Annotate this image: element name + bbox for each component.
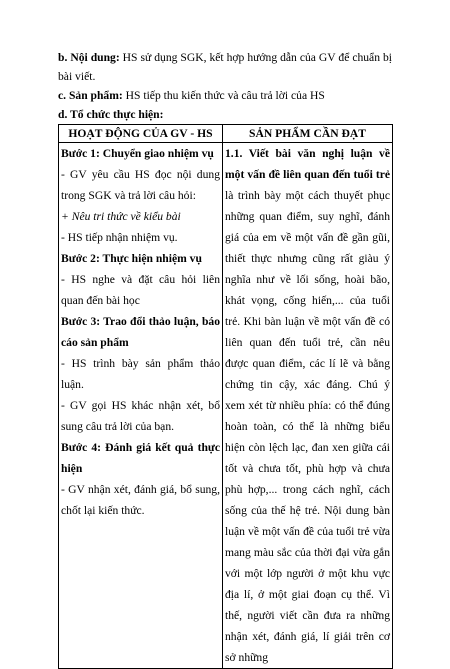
organization-label: d. Tổ chức thực hiện: (58, 108, 164, 121)
step3-line2: - GV gọi HS khác nhận xét, bổ sung câu trả lời của bạn. (61, 399, 220, 433)
product-label: c. Sản phẩm: (58, 89, 123, 102)
step2-title: Bước 2: Thực hiện nhiệm vụ (61, 252, 202, 265)
step4-title: Bước 4: Đánh giá kết quả thực hiện (61, 441, 220, 475)
product-paragraph (58, 86, 392, 105)
product-lead: 1.1. Viết bài văn nghị luận về một vấn đề liên quan đến tuổi trẻ (225, 147, 390, 181)
organization-heading (58, 105, 392, 124)
content-paragraph (58, 48, 392, 86)
step1-line1: - GV yêu cầu HS đọc nội dung trong SGK và trả lời câu hỏi: (61, 168, 220, 202)
step1-question: + Nêu tri thức về kiểu bài (61, 210, 181, 223)
step1-line2: - HS tiếp nhận nhiệm vụ. (61, 231, 178, 244)
step3-line1: - HS trình bày sản phẩm thảo luận. (61, 357, 220, 391)
table-row (59, 143, 393, 669)
product-cell (223, 143, 393, 669)
content-label: b. Nội dung: (58, 51, 120, 64)
step4-line1: - GV nhận xét, đánh giá, bổ sung, chốt lại kiến thức. (61, 483, 220, 517)
document-page (58, 48, 392, 669)
header-expected-product: SẢN PHẨM CẦN ĐẠT (223, 125, 393, 143)
product-body: là trình bày một cách thuyết phục những quan điểm, suy nghĩ, đánh giá của em về một vấn đề gần gũi, thiết thực nhưng cũng rất giàu ý nghĩa như về lối sống, hoài bão, khát vọng, cống hiến,... của tuổi trẻ. Khi bàn luận về một vấn đề có liên quan đến tuổi trẻ, cần nêu được quan điểm, các lí lẽ và bằng chứng tin cậy, xác đáng. Chú ý xem xét từ nhiều phía: có thể đúng hoàn toàn, có thể là những biểu hiện còn lệch lạc, đan xen giữa cái tốt và chưa tốt, phù hợp và chưa phù hợp,... trong cách nghĩ, cách sống của thế hệ trẻ. Nội dung bàn luận về một vấn đề của tuổi trẻ vừa mang màu sắc của thời đại vừa gắn với một lớp người ở một khu vực địa lí, ở một giai đoạn cụ thể. Vì thế, người viết cần đưa ra những nhận xét, đánh giá, lí giải trên cơ sở những (225, 189, 390, 664)
header-teacher-student-activity: HOẠT ĐỘNG CỦA GV - HS (59, 125, 223, 143)
step3-title: Bước 3: Trao đổi thảo luận, báo cáo sản phẩm (61, 315, 220, 349)
table-header-row (59, 125, 393, 143)
activity-cell (59, 143, 223, 669)
content-text: HS sử dụng SGK, kết hợp hướng dẫn của GV để chuẩn bị bài viết. (58, 51, 392, 83)
step2-line1: - HS nghe và đặt câu hỏi liên quan đến bài học (61, 273, 220, 307)
step1-title: Bước 1: Chuyển giao nhiệm vụ (61, 147, 214, 160)
product-description (225, 143, 390, 668)
activity-table (58, 124, 393, 669)
product-text: HS tiếp thu kiến thức và câu trả lời của HS (122, 89, 325, 102)
